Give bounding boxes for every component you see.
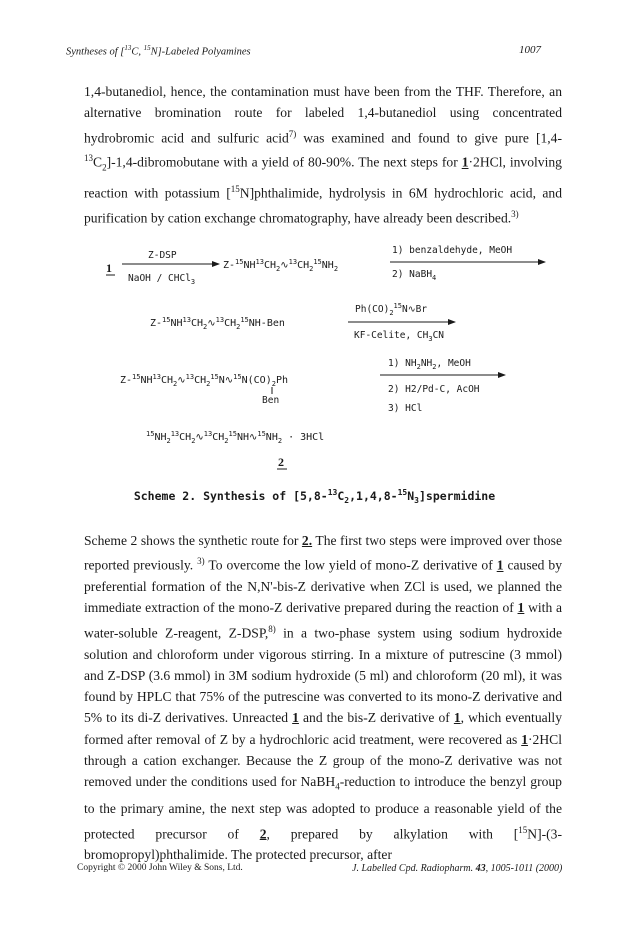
copyright-notice: Copyright © 2000 John Wiley & Sons, Ltd. — [77, 863, 243, 873]
step4-reagent-1: 1) $NH_2NH_2$, MeOH — [388, 358, 471, 371]
step3-conditions: KF-Celite, $CH_3CN$ — [354, 330, 445, 343]
step2-reagent-2: 2) NaBH$_4$ — [392, 269, 437, 282]
start-compound-number: 1 — [106, 261, 112, 275]
step2-reagent-1: 1) benzaldehyde, MeOH — [392, 245, 513, 256]
paragraph-2: Scheme 2 shows the synthetic route for 2. The first two steps were improved over those reported previously. $^{3)}$ To overcome the low yield of mono-Z derivative of 1 caused by preferential formation of the N,N'-bis-Z derivative when ZCl is used, we planned the immediate extraction of the mono-Z derivative prepared during the reaction of 1 with a water-soluble Z-reagent, Z-DSP,$^{8)}$ in a two-phase system using sodium hydroxide solution and chloroform under vigorous stirring. In a mixture of putrescine (3 mmol) and Z-DSP (3.6 mmol) in 3M sodium hydroxide (5 ml) and chloroform (20 ml), it was found by HPLC that 75% of the putrescine was converted to its mono-Z derivative and 5% to its di-Z derivatives. Unreacted 1 and the bis-Z derivative of 1, which eventually formed after removal of Z by a hydrochloric acid treatment, were recovered as 1·2HCl through a cation exchanger. Because the Z group of the mono-Z derivative was not removed under the conditions used for NaBH$_4$-reduction to introduce the benzyl group to the primary amine, the next step was adopted to produce a reasonable yield of the protected precursor of 2, prepared by alkylation with [$^{15}$N]-(3-bromopropyl)phthalimide. The protected precursor, after — [84, 533, 562, 863]
paragraph-1: 1,4-butanediol, hence, the contamination must have been from the THF. Therefore, an alternative bromination route for labeled 1,4-butanediol using concentrated hydrobromic acid and sulfuric acid$^{7)}$ was examined and found to give pure $[1,4-^{13}C_2]-1,4$-dibromobutane with a yield of 80-90%. The next steps for 1·2HCl, involving reaction with potassium [$^{15}$N]phthalimide, hydrolysis in 6M hydrochloric acid, and purification by cation exchange chromatography, have already been described.$^{3)}$ — [84, 84, 562, 226]
step4-reagent-3: 3) HCl — [388, 403, 423, 414]
step4-reagent-2: 2) H2/Pd-C, AcOH — [388, 384, 480, 395]
intermediate-3: $Z-^{15}NH^{13}CH_2∿^{13}CH_2^{15}N∿^{15}N(CO)_2Ph$ — [120, 373, 288, 388]
product-number: 2 — [278, 455, 284, 469]
scheme-caption: Scheme 2. Synthesis of $[5,8-^{13}C_2,1,4,8-^{15}N_3]spermidine$ — [133, 488, 496, 506]
product-formula: $^{15}NH_2^{13}CH_2∿^{13}CH_2^{15}NH∿^{15}NH_2 \cdot 3HCl$ — [146, 430, 325, 445]
journal-citation: J. Labelled Cpd. Radiopharm. 43, 1005-1011 (2000) — [352, 863, 563, 874]
step3-reagent: $Ph(CO)_2^{15}N∿Br$ — [355, 302, 428, 317]
intermediate-2: $Z-^{15}NH^{13}CH_2∿^{13}CH_2^{15}NH$-Ben — [150, 316, 285, 331]
page-number: 1007 — [519, 44, 541, 56]
intermediate-1: $Z-^{15}NH^{13}CH_2∿^{13}CH_2^{15}NH_2$ — [223, 258, 339, 273]
step1-reagent: Z-DSP — [148, 250, 177, 261]
running-title: Syntheses of [$^{13}$C, $^{15}$N]-Labeled Polyamines — [66, 44, 251, 58]
step1-conditions: NaOH / CHCl$_3$ — [128, 273, 196, 286]
intermediate-3-substituent: Ben — [262, 395, 280, 406]
